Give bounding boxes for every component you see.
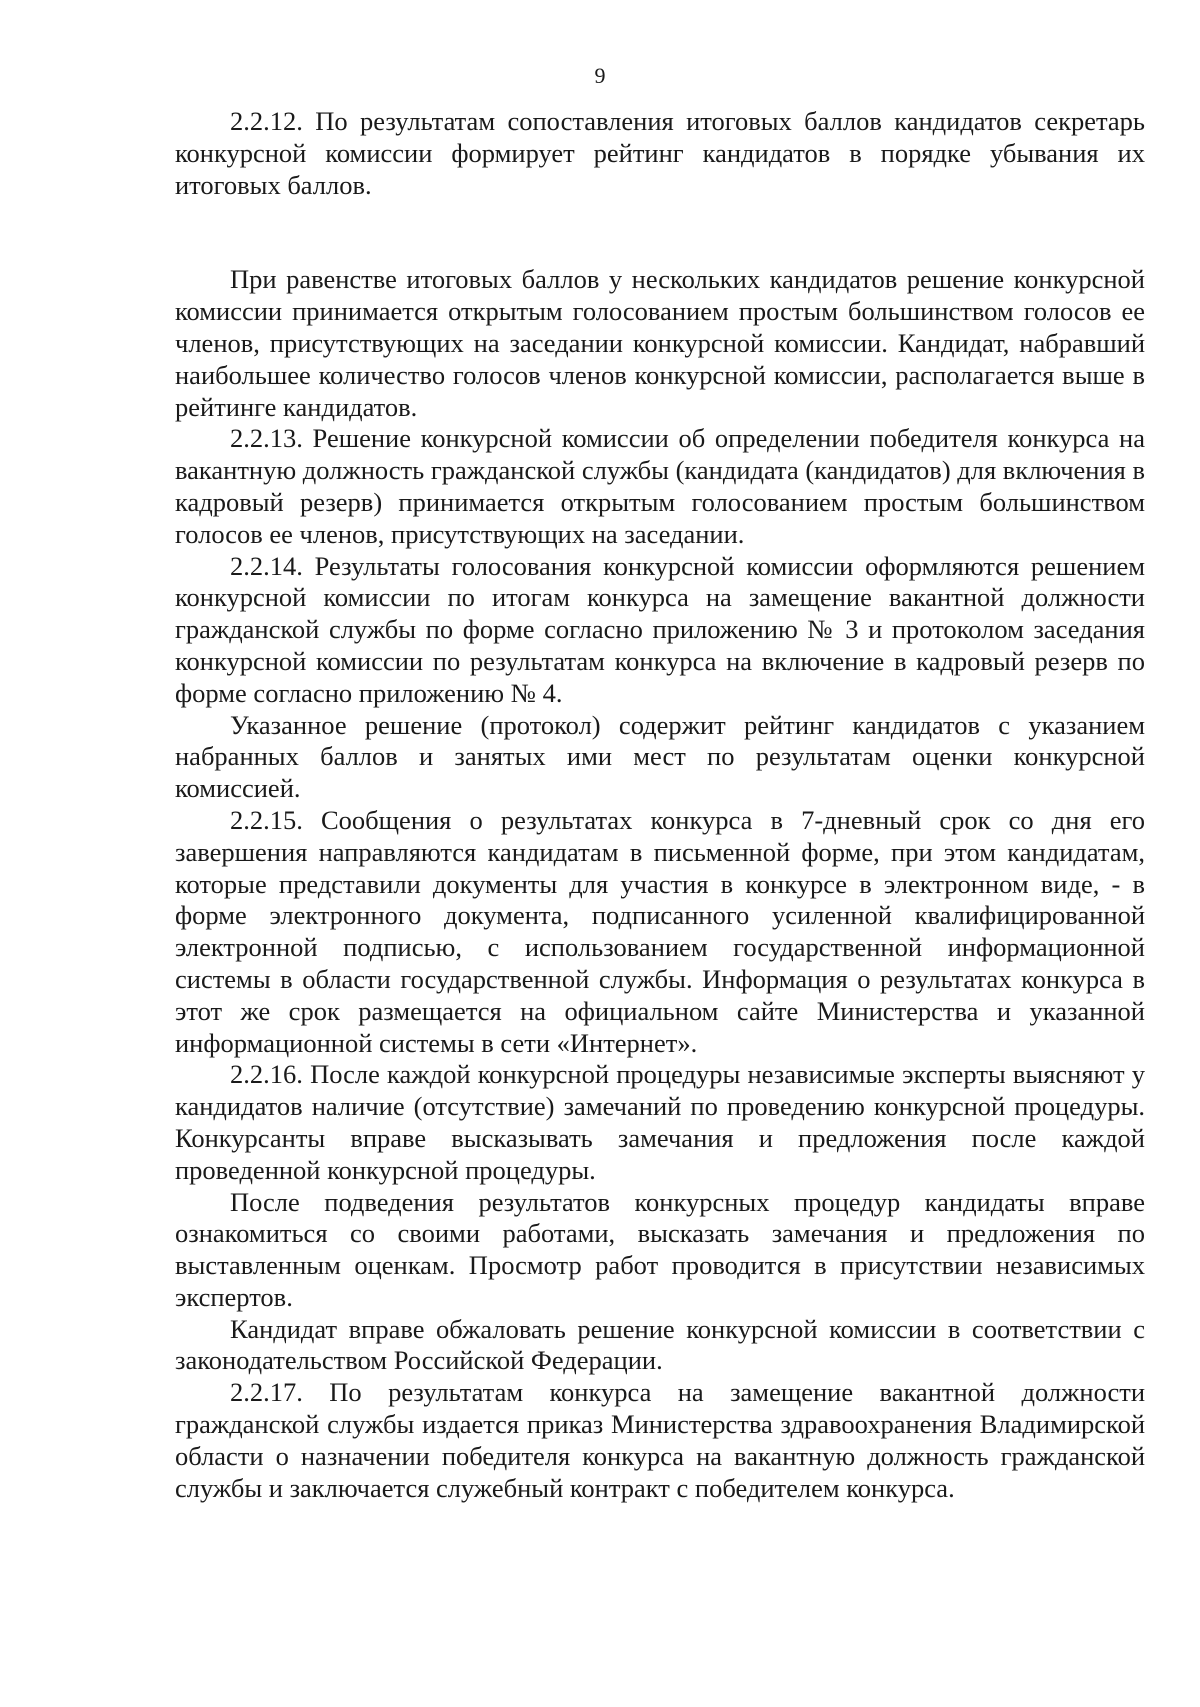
- paragraph-2-2-17: 2.2.17. По результатам конкурса на замещение вакантной должности гражданской службы издается приказ Министерства здравоохранения Владимирской области о назначении победителя конкурса на вакантную должность гражданской службы и заключается служебный контракт с победителем конкурса.: [175, 1377, 1145, 1503]
- paragraph-equal-scores: При равенстве итоговых баллов у нескольких кандидатов решение конкурсной комиссии принимается открытым голосованием простым большинством голосов ее членов, присутствующих на заседании конкурсной комиссии. Кандидат, набравший наибольшее количество голосов членов конкурсной комиссии, располагается выше в рейтинге кандидатов.: [175, 264, 1145, 422]
- paragraph-2-2-12: 2.2.12. По результатам сопоставления итоговых баллов кандидатов секретарь конкурсной комиссии формирует рейтинг кандидатов в порядке убывания их итоговых баллов.: [175, 106, 1145, 200]
- paragraph-2-2-15: 2.2.15. Сообщения о результатах конкурса в 7-дневный срок со дня его завершения направляются кандидатам в письменной форме, при этом кандидатам, которые представили документы для участия в конкурсе в электронном виде, - в форме электронного документа, подписанного усиленной квалифицированной электронной подписью, с использованием государственной информационной системы в области государственной службы. Информация о результатах конкурса в этот же срок размещается на официальном сайте Министерства и указанной информационной системы в сети «Интернет».: [175, 804, 1145, 1058]
- paragraph-spacer: [175, 201, 1145, 264]
- document-body: [175, 106, 1145, 1504]
- paragraph-appeal: Кандидат вправе обжаловать решение конкурсной комиссии в соответствии с законодательством Российской Федерации.: [175, 1313, 1145, 1376]
- paragraph-2-2-14: 2.2.14. Результаты голосования конкурсной комиссии оформляются решением конкурсной комиссии по итогам конкурса на замещение вакантной должности гражданской службы по форме согласно приложению № 3 и протоколом заседания конкурсной комиссии по результатам конкурса на включение в кадровый резерв по форме согласно приложению № 4.: [175, 550, 1145, 708]
- paragraph-review-works: После подведения результатов конкурсных процедур кандидаты вправе ознакомиться со своими работами, высказать замечания и предложения по выставленным оценкам. Просмотр работ проводится в присутствии независимых экспертов.: [175, 1186, 1145, 1312]
- paragraph-2-2-16: 2.2.16. После каждой конкурсной процедуры независимые эксперты выясняют у кандидатов наличие (отсутствие) замечаний по проведению конкурсной процедуры. Конкурсанты вправе высказывать замечания и предложения после каждой проведенной конкурсной процедуры.: [175, 1059, 1145, 1185]
- page-number: 9: [594, 63, 606, 88]
- paragraph-decision-rating: Указанное решение (протокол) содержит рейтинг кандидатов с указанием набранных баллов и занятых ими мест по результатам оценки конкурсной комиссией.: [175, 709, 1145, 804]
- paragraph-2-2-13: 2.2.13. Решение конкурсной комиссии об определении победителя конкурса на вакантную должность гражданской службы (кандидата (кандидатов) для включения в кадровый резерв) принимается открытым голосованием простым большинством голосов ее членов, присутствующих на заседании.: [175, 423, 1145, 549]
